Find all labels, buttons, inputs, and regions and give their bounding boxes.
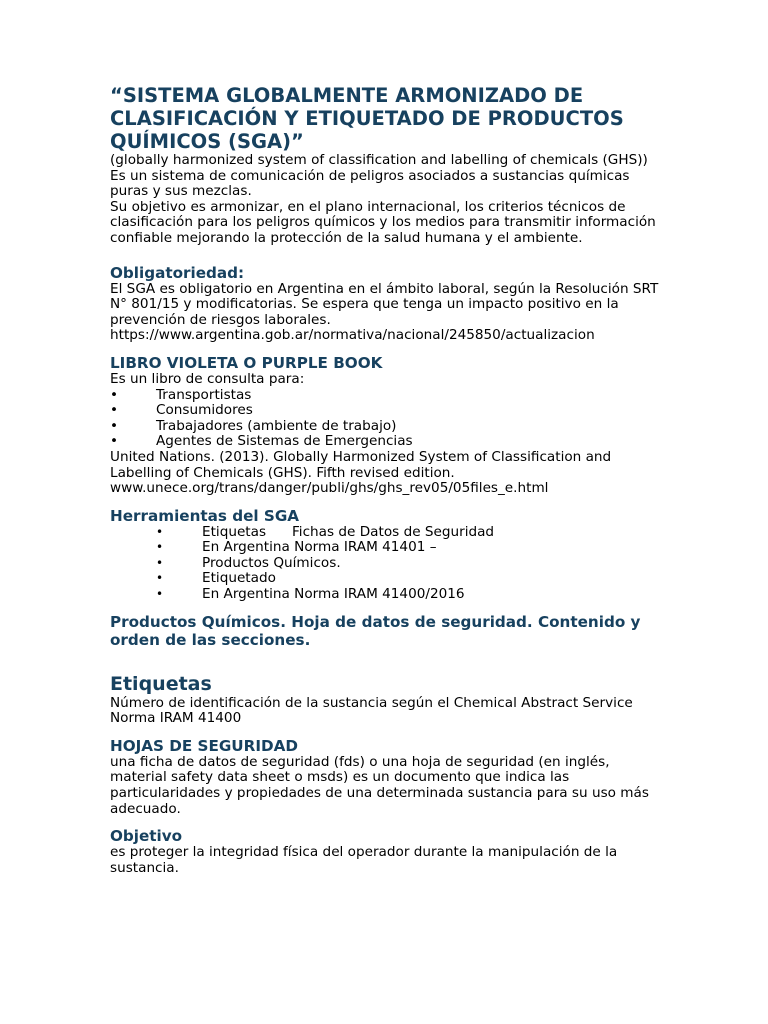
bullet-icon: •	[156, 540, 164, 555]
document-body	[110, 84, 670, 876]
libro-heading: LIBRO VIOLETA O PURPLE BOOK	[110, 353, 383, 372]
intro-ghs: (globally harmonized system of classification and labelling of chemicals (GHS))	[110, 152, 648, 168]
libro-url[interactable]: www.unece.org/trans/danger/publi/ghs/ghs_rev05/05files_e.html	[110, 480, 549, 497]
bullet-icon: •	[156, 587, 164, 602]
etiquetas-line: Norma IRAM 41400	[110, 710, 242, 727]
objetivo-text: es proteger la integridad física del operador durante la manipulación de la sustancia.	[110, 844, 618, 876]
intro-objective: Su objetivo es armonizar, en el plano internacional, los criterios técnicos de clasificación para los peligros químicos y los medios para transmitir información confiable mejorando la protección de la salud humana y el ambiente.	[110, 198, 656, 246]
list-item	[110, 556, 670, 572]
bullet-icon: •	[156, 555, 164, 570]
herramientas-heading: Herramientas del SGA	[110, 506, 300, 525]
obligatoriedad-heading: Obligatoriedad:	[110, 263, 245, 282]
libro-intro: Es un libro de consulta para:	[110, 370, 305, 387]
list-item	[110, 388, 670, 404]
list-item-text: Transportistas	[156, 386, 252, 403]
list-item-text: Etiquetado	[202, 570, 276, 587]
bullet-icon: •	[110, 417, 119, 434]
bullet-icon: •	[110, 433, 119, 450]
obligatoriedad-link[interactable]: https://www.argentina.gob.ar/normativa/nacional/245850/actualizacion	[110, 327, 595, 344]
productos-heading: Productos Químicos. Hoja de datos de seguridad. Contenido y orden de las secciones.	[110, 612, 641, 649]
etiquetas-heading: Etiquetas	[110, 672, 212, 695]
bullet-icon: •	[110, 402, 119, 419]
libro-citation: United Nations. (2013). Globally Harmonized System of Classification and Labelling of Chemicals (GHS). Fifth revised edition.	[110, 448, 612, 481]
list-item	[110, 403, 670, 419]
document-title: “SISTEMA GLOBALMENTE ARMONIZADO DE CLASIFICACIÓN Y ETIQUETADO DE PRODUCTOS QUÍMICOS (SGA)”	[110, 84, 624, 153]
list-item-text: En Argentina Norma IRAM 41401 –	[202, 539, 437, 556]
list-item-text: Consumidores	[156, 402, 253, 419]
list-item-text: En Argentina Norma IRAM 41400/2016	[202, 586, 465, 603]
list-item	[110, 540, 670, 556]
list-item-text: Trabajadores (ambiente de trabajo)	[156, 417, 397, 434]
intro-definition: Es un sistema de comunicación de peligros asociados a sustancias químicas puras y sus mezclas.	[110, 167, 630, 200]
hojas-text: una ficha de datos de seguridad (fds) o una hoja de seguridad (en inglés, material safety data sheet o msds) es un documento que indica las particularidades y propiedades de una determinada sustancia para su uso más adecuado.	[110, 753, 649, 817]
bullet-icon: •	[156, 571, 164, 586]
hojas-heading: HOJAS DE SEGURIDAD	[110, 736, 298, 755]
obligatoriedad-text: El SGA es obligatorio en Argentina en el ámbito laboral, según la Resolución SRT N° 801/15 y modificatorias. Se espera que tenga un impacto positivo en la prevención de riesgos laborales.	[110, 280, 659, 328]
list-item	[110, 571, 670, 587]
bullet-icon: •	[156, 524, 164, 539]
list-item-text: Agentes de Sistemas de Emergencias	[156, 433, 413, 450]
list-item	[110, 587, 670, 603]
bullet-icon: •	[110, 386, 119, 403]
list-item	[110, 434, 670, 450]
list-item-text: Etiquetas Fichas de Datos de Seguridad	[202, 523, 495, 540]
list-item	[110, 525, 670, 541]
list-item-text: Productos Químicos.	[202, 554, 341, 571]
list-item	[110, 419, 670, 435]
objetivo-heading: Objetivo	[110, 827, 183, 846]
etiquetas-line: Número de identificación de la sustancia según el Chemical Abstract Service	[110, 694, 633, 711]
